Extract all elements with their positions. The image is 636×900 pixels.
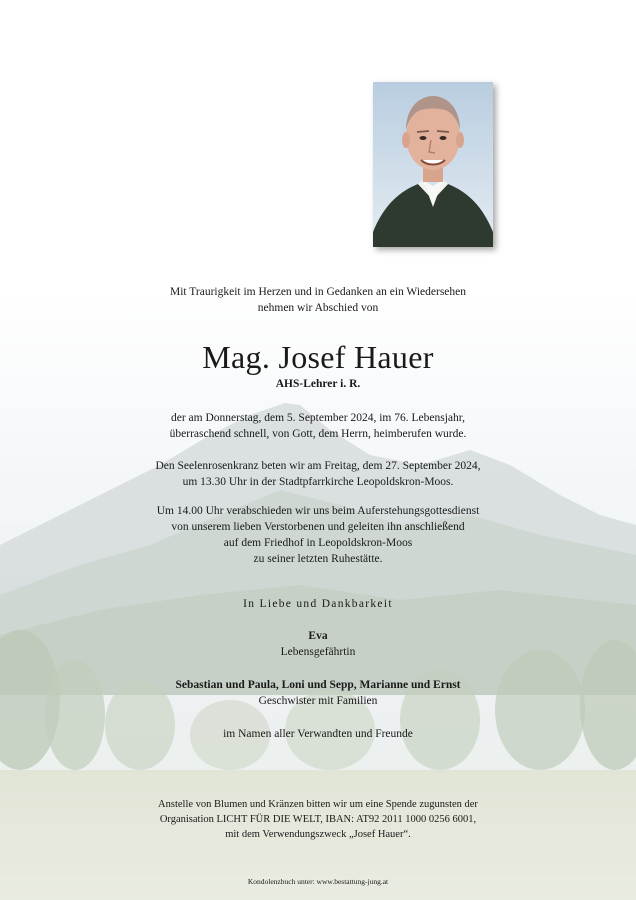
donation-line-1: Anstelle von Blumen und Kränzen bitten wir um eine Spende zugunsten der [158, 799, 478, 810]
portrait-image [373, 82, 493, 247]
mourner-names: Eva [308, 630, 328, 642]
mourner-names: Sebastian und Paula, Loni und Sepp, Marianne und Ernst [175, 679, 461, 691]
paragraph-line: auf dem Friedhof in Leopoldskron-Moos [223, 537, 413, 549]
donation-line-3: mit dem Verwendungszweck „Josef Hauer“. [225, 829, 411, 840]
rosary-paragraph [0, 458, 636, 490]
donation-line-2: Organisation LICHT FÜR DIE WELT, IBAN: AT92 2011 1000 0256 6001, [159, 814, 477, 825]
intro-text [0, 284, 636, 316]
condolence-book-link[interactable]: Kondolenzbuch unter: www.bestattung-jung.at [247, 877, 389, 886]
paragraph-line: von unserem lieben Verstorbenen und geleiten ihn anschließend [171, 521, 465, 533]
relatives-line: im Namen aller Verwandten und Freunde [223, 728, 413, 740]
deceased-title: AHS-Lehrer i. R. [275, 378, 361, 390]
paragraph-line: überraschend schnell, von Gott, dem Herrn, heimberufen wurde. [169, 428, 467, 440]
intro-line-1: Mit Traurigkeit im Herzen und in Gedanken an ein Wiedersehen [169, 286, 466, 298]
paragraph-line: der am Donnerstag, dem 5. September 2024, im 76. Lebensjahr, [171, 412, 465, 424]
paragraph-line: Um 14.00 Uhr verabschieden wir uns beim Auferstehungsgottesdienst [156, 505, 480, 517]
deceased-name: Mag. Josef Hauer [202, 339, 434, 375]
closing-phrase: In Liebe und Dankbarkeit [243, 598, 393, 610]
mourner-relation: Lebensgefährtin [280, 646, 356, 658]
portrait-photo [373, 82, 493, 247]
mourner-relation: Geschwister mit Familien [258, 695, 378, 707]
paragraph-line: Den Seelenrosenkranz beten wir am Freitag, dem 27. September 2024, [155, 460, 481, 472]
donation-notice [0, 797, 636, 842]
intro-line-2: nehmen wir Abschied von [257, 302, 379, 314]
paragraph-line: um 13.30 Uhr in der Stadtpfarrkirche Leopoldskron-Moos. [182, 476, 454, 488]
death-announcement-paragraph [0, 410, 636, 442]
paragraph-line: zu seiner letzten Ruhestätte. [253, 553, 383, 565]
funeral-paragraph [0, 503, 636, 567]
